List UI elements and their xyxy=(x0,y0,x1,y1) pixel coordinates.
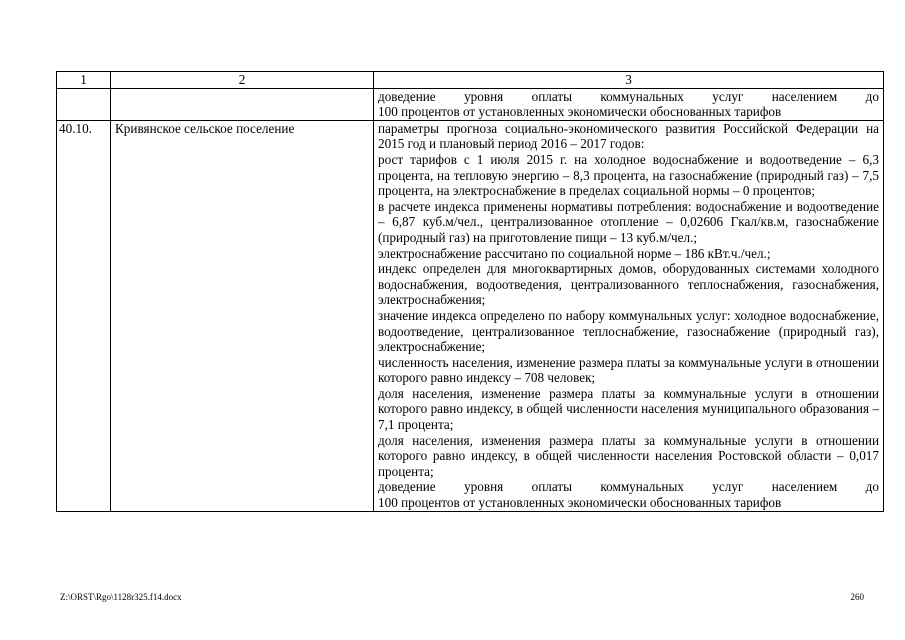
tariff-table xyxy=(56,71,884,512)
paragraph: 100 процентов от установленных экономически обоснованных тарифов xyxy=(378,104,782,120)
row-name: Кривянское сельское поселение xyxy=(111,120,374,511)
paragraph: доведение уровня оплаты коммунальных услуг населением до xyxy=(378,479,879,495)
paragraph: численность населения, изменение размера платы за коммунальные услуги в отношении которого равно индексу – 708 человек; xyxy=(378,354,879,386)
row-content xyxy=(374,88,884,120)
paragraph: индекс определен для многоквартирных домов, оборудованных системами холодного водоснабжения, водоотведения, централизованного теплоснабжения, газоснабжения, электроснабжения; xyxy=(378,261,879,308)
paragraph: 100 процентов от установленных экономически обоснованных тарифов xyxy=(378,495,782,511)
continuation-row xyxy=(57,88,884,120)
paragraph: значение индекса определено по набору коммунальных услуг: холодное водоснабжение, водоотведение, централизованное теплоснабжение, газоснабжение (природный газ), электроснабжение; xyxy=(378,307,879,355)
paragraph: электроснабжение рассчитано по социальной норме – 186 кВт.ч./чел.; xyxy=(378,245,771,261)
header-cell-2: 2 xyxy=(111,72,374,89)
paragraph: рост тарифов с 1 июля 2015 г. на холодное водоснабжение и водоотведение – 6,3 процента, на тепловую энергию – 8,3 процента, на газоснабжение (природный газ) – 7,5 процента, на электроснабжение в пределах социальной нормы – 0 процентов; xyxy=(378,151,879,199)
row-name xyxy=(111,88,374,120)
table-row xyxy=(57,120,884,511)
row-number: 40.10. xyxy=(57,120,111,511)
table-header-row xyxy=(57,72,884,89)
paragraph: доля населения, изменение размера платы за коммунальные услуги в отношении которого равно индексу, в общей численности населения муниципального образования – 7,1 процента; xyxy=(378,385,879,433)
footer-page-number: 260 xyxy=(850,592,864,602)
row-content xyxy=(374,120,884,511)
header-cell-1: 1 xyxy=(57,72,111,89)
paragraph: в расчете индекса применены нормативы потребления: водоснабжение и водоотведение – 6,87 куб.м/чел., централизованное отопление – 0,02606 Гкал/кв.м, газоснабжение (природный газ) на приготовление пищи – 13 куб.м/чел.; xyxy=(378,198,879,245)
paragraph: доведение уровня оплаты коммунальных услуг населением до xyxy=(378,88,879,104)
header-cell-3: 3 xyxy=(374,72,884,89)
paragraph: параметры прогноза социально-экономического развития Российской Федерации на 2015 год и плановый период 2016 – 2017 годов: xyxy=(378,120,879,152)
footer-file-path: Z:\ORST\Rgo\1128r325.f14.docx xyxy=(60,592,182,602)
paragraph: доля населения, изменения размера платы за коммунальные услуги в отношении которого равно индексу, в общей численности населения Ростовской области – 0,017 процента; xyxy=(378,432,879,479)
row-number xyxy=(57,88,111,120)
